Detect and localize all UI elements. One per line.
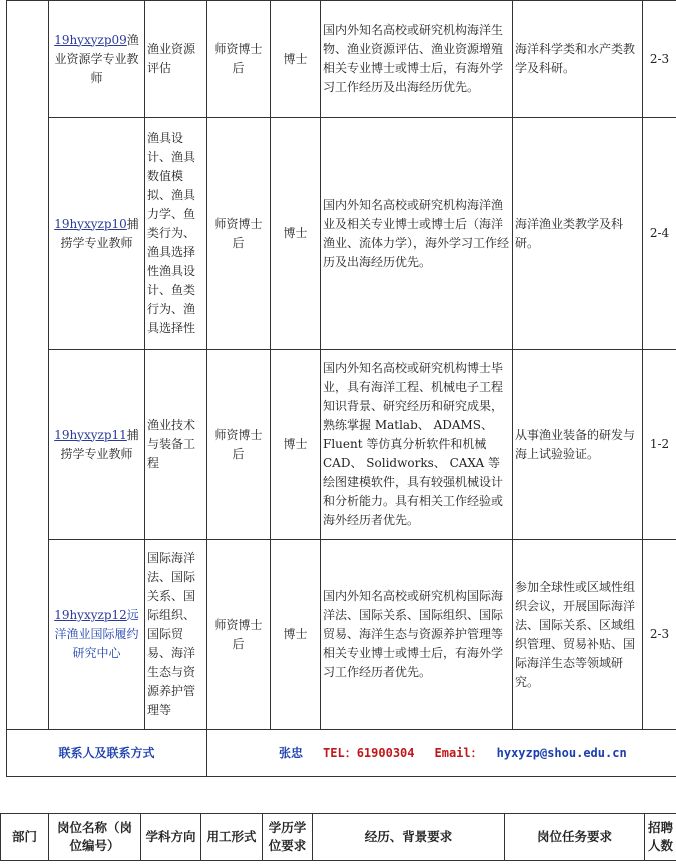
count-cell: 2-3 (643, 1, 676, 118)
post-code-link[interactable]: 19hyxyzp11 (54, 427, 127, 442)
header-degree: 学历学位要求 (263, 814, 313, 861)
contact-email-label: Email： (434, 745, 483, 760)
table-row (7, 118, 676, 350)
task-cell: 海洋科学类和水产类教学及科研。 (513, 1, 643, 118)
recruitment-table (6, 0, 676, 777)
subject-cell: 渔具设计、渔具数值模拟、渔具力学、鱼类行为、渔具选择性渔具设计、鱼类行为、渔具选择性 (145, 118, 207, 350)
subject-cell: 渔业技术与装备工程 (145, 350, 207, 540)
count-cell: 2-3 (643, 540, 676, 730)
subject-cell: 国际海洋法、国际关系、国际组织、国际贸易、海洋生态与资源养护管理等 (145, 540, 207, 730)
task-cell: 海洋渔业类教学及科研。 (513, 118, 643, 350)
contact-label: 联系人及联系方式 (7, 730, 207, 777)
background-cell: 国内外知名高校或研究机构海洋生物、渔业资源评估、渔业资源增殖相关专业博士或博士后，有海外学习工作经历及出海经历优先。 (321, 1, 513, 118)
header-post-name: 岗位名称（岗位编号） (49, 814, 141, 861)
degree-cell: 博士 (271, 350, 321, 540)
background-cell: 国内外知名高校或研究机构博士毕业，具有海洋工程、机械电子工程知识背景、研究经历和研究成果，熟练掌握 Matlab、 ADAMS、Fluent 等仿真分析软件和机械CAD、 Solidworks、 CAXA 等绘图建模软件，具有较强机械设计和分析能力。具有相关工作经验或海外经历者优先。 (321, 350, 513, 540)
post-name-cell (49, 350, 145, 540)
task-cell: 参加全球性或区域性组织会议，开展国际海洋法、国际关系、区域组织管理、贸易补贴、国际海洋生态等领域研究。 (513, 540, 643, 730)
contact-name: 张忠 (279, 745, 304, 760)
degree-cell: 博士 (271, 1, 321, 118)
header-count: 招聘人数 (645, 814, 676, 861)
background-cell: 国内外知名高校或研究机构国际海洋法、国际关系、国际组织、国际贸易、海洋生态与资源养护管理等相关专业博士或博士后，有海外学习工作经历者优先。 (321, 540, 513, 730)
header-row (1, 814, 676, 861)
post-name-cell (49, 1, 145, 118)
dept-cell (7, 1, 49, 730)
post-name-cell (49, 540, 145, 730)
post-code-link[interactable]: 19hyxyzp10 (54, 216, 127, 231)
employment-cell: 师资博士后 (207, 118, 271, 350)
table-row (7, 540, 676, 730)
contact-email[interactable]: hyxyzp@shou.edu.cn (496, 745, 627, 760)
header-dept: 部门 (1, 814, 49, 861)
post-name: 远洋渔业国际履约研究中心 (54, 608, 139, 660)
table-row (7, 1, 676, 118)
degree-cell: 博士 (271, 540, 321, 730)
header-subject: 学科方向 (141, 814, 201, 861)
employment-cell: 师资博士后 (207, 350, 271, 540)
background-cell: 国内外知名高校或研究机构海洋渔业及相关专业博士或博士后（海洋渔业、流体力学），海外学习工作经历及出海经历优先。 (321, 118, 513, 350)
contact-info (207, 730, 676, 777)
post-name: 渔业资源学专业教师 (54, 32, 139, 85)
header-background: 经历、背景要求 (313, 814, 505, 861)
employment-cell: 师资博士后 (207, 540, 271, 730)
contact-row (7, 730, 676, 777)
post-name: 捕捞学专业教师 (60, 216, 139, 250)
task-cell: 从事渔业装备的研发与海上试验验证。 (513, 350, 643, 540)
count-cell: 1-2 (643, 350, 676, 540)
table-row (7, 350, 676, 540)
count-cell: 2-4 (643, 118, 676, 350)
post-name-cell (49, 118, 145, 350)
employment-cell: 师资博士后 (207, 1, 271, 118)
table-header (0, 813, 676, 861)
contact-tel: TEL：61900304 (323, 745, 415, 760)
header-task: 岗位任务要求 (505, 814, 645, 861)
header-employment: 用工形式 (201, 814, 263, 861)
post-code-link[interactable]: 19hyxyzp09 (54, 32, 127, 47)
post-name: 捕捞学专业教师 (60, 427, 139, 461)
degree-cell: 博士 (271, 118, 321, 350)
post-code-link[interactable]: 19hyxyzp12 (54, 608, 127, 622)
subject-cell: 渔业资源评估 (145, 1, 207, 118)
